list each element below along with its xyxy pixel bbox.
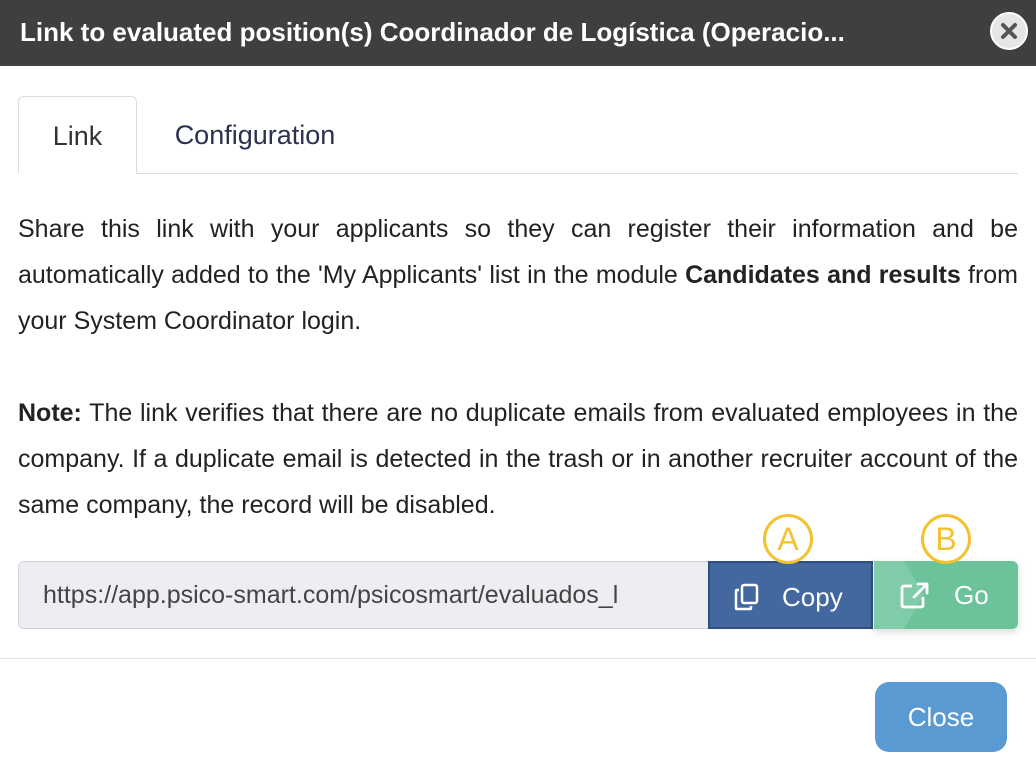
dialog-close-button[interactable] xyxy=(990,12,1028,50)
description-text-start: Share this link with your applicants so they can register their information and be automatically added to the 'My Applicants' list in the module xyxy=(18,215,1018,289)
tab-configuration[interactable]: Configuration xyxy=(174,120,336,150)
annotation-marker-b: B xyxy=(921,514,971,564)
tab-bar xyxy=(18,96,1018,174)
note-label: Note: xyxy=(18,399,82,427)
close-icon xyxy=(1000,22,1018,40)
dialog-titlebar xyxy=(0,0,1036,66)
note-paragraph xyxy=(18,390,1018,528)
go-button-label: Go xyxy=(954,580,989,610)
close-button[interactable]: Close xyxy=(875,682,1007,752)
copy-icon xyxy=(734,583,760,611)
note-text: The link verifies that there are no duplicate emails from evaluated employees in the company. If a duplicate email is detected in the trash or in another recruiter account of the same company, the record will be disabled. xyxy=(18,399,1018,519)
go-button[interactable] xyxy=(874,561,1018,629)
tab-link[interactable]: Link xyxy=(18,96,137,174)
copy-button-label: Copy xyxy=(782,582,843,612)
annotation-marker-a: A xyxy=(763,514,813,564)
footer-divider xyxy=(0,658,1036,659)
copy-button[interactable] xyxy=(708,561,873,629)
external-link-icon xyxy=(900,581,930,609)
dialog-title: Link to evaluated position(s) Coordinador de Logística (Operacio... xyxy=(20,17,845,47)
description-paragraph xyxy=(18,206,1018,344)
module-name: Candidates and results xyxy=(685,261,961,289)
description-text-end: from your System Coordinator login. xyxy=(18,261,1018,335)
link-url-field[interactable]: https://app.psico-smart.com/psicosmart/evaluados_l xyxy=(18,561,718,629)
